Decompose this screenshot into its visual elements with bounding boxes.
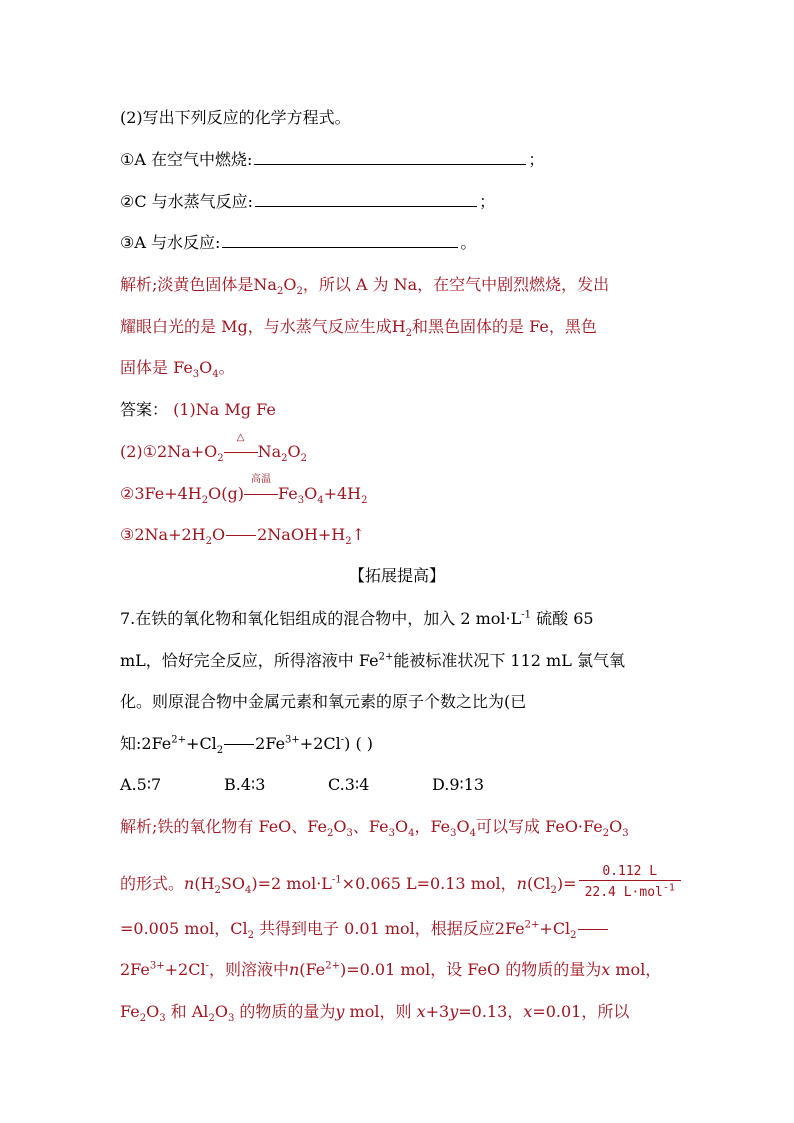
answer-equation-1: $(2)①2Na+O_2$ △ $Na_2O_2$ — [120, 432, 308, 465]
reaction-equals-bar — [226, 535, 256, 536]
answer-equation-2: $②3Fe+4H_2O(g)$ 高温 $Fe_3O_4+4H_2$ — [120, 474, 368, 507]
option-b[interactable]: B.4∶3 — [224, 775, 266, 794]
option-c[interactable]: C.3∶4 — [328, 775, 370, 794]
q7-options — [120, 775, 536, 795]
analysis-7-line-4: $2Fe^{3+}+2Cl^-$，则溶液中$n(Fe^{2+})=0.01$ mol，设 FeO 的物质的量为x mol， — [120, 960, 662, 979]
q2-item-3: ③A 与水反应: 。 — [120, 233, 477, 252]
answer-blank-2[interactable] — [255, 192, 477, 207]
q7-line-1: 7.在铁的氧化物和氧化铝组成的混合物中，加入 2 $mol\cdot L^{-1}$ 硫酸 65 — [120, 609, 594, 628]
q2-item-1: ①A 在空气中燃烧: ； — [120, 150, 545, 169]
analysis-7-line-3: =0.005 mol，$Cl_2$ 共得到电子 0.01 mol，根据反应$2Fe^{2+}+Cl_2$ — [120, 919, 609, 939]
q7-line-3: 化。则原混合物中金属元素和氧元素的原子个数之比为(已 — [120, 692, 527, 711]
analysis-7-line-5: $Fe_2O_3$ 和 $Al_2O_3$ 的物质的量为y mol，则 x+3y=0.13，x=0.01，所以 — [120, 1002, 630, 1025]
answer-blank-3[interactable] — [222, 233, 458, 248]
analysis-7-line-1: 解析;铁的氧化物有 FeO、$Fe_2O_3$、$Fe_3O_4$，$Fe_3O_4$可以写成 $FeO\cdot Fe_2O_3$ — [120, 817, 629, 840]
analysis-1-line-2: 耀眼白光的是 Mg，与水蒸气反应生成$H_2$和黑色固体的是 Fe，黑色 — [120, 317, 597, 340]
fraction: $\frac{0.112 L}{22.4 L\cdot mol^{-1}}$ — [579, 864, 681, 901]
reaction-equals-bar — [224, 744, 254, 745]
analysis-1-line-1: 解析;淡黄色固体是$Na_2O_2$，所以 A 为 Na，在空气中剧烈燃烧，发出 — [120, 275, 610, 298]
answer-equation-3: $③2Na+2H_2O$ $2NaOH+H_2↑$ — [120, 525, 366, 548]
q2-header: (2)写出下列反应的化学方程式。 — [120, 108, 351, 127]
answer-line-1: 答案： (1)Na Mg Fe — [120, 400, 276, 419]
section-title: 【拓展提高】 — [348, 566, 445, 585]
heat-condition-arrow: △ — [224, 442, 258, 462]
analysis-7-line-2: 的形式。$n(H_2SO_4)=2$ $mol\cdot L^{-1}\times 0.065$ L=0.13 mol，$n(Cl_2)=$ $\frac{0.112 L}{22.4 L\cdot mol^{-1}}$ — [120, 866, 681, 903]
q2-item-2: ②C 与水蒸气反应: ； — [120, 192, 496, 211]
q7-line-2: mL，恰好完全反应，所得溶液中 $Fe^{2+}$能被标准状况下 112 mL 氯气氧 — [120, 651, 625, 670]
high-temp-condition-arrow: 高温 — [244, 484, 278, 504]
option-d[interactable]: D.9∶13 — [432, 775, 485, 794]
reaction-equals-bar — [578, 929, 608, 930]
analysis-1-line-3: 固体是 $Fe_3O_4$。 — [120, 358, 235, 381]
answer-blank-1[interactable] — [254, 150, 526, 165]
option-a[interactable]: A.5∶7 — [120, 775, 162, 794]
q7-line-4: 知$:2Fe^{2+}+Cl_2$ $2Fe^{3+}+2Cl^-$) ( ) — [120, 734, 374, 757]
